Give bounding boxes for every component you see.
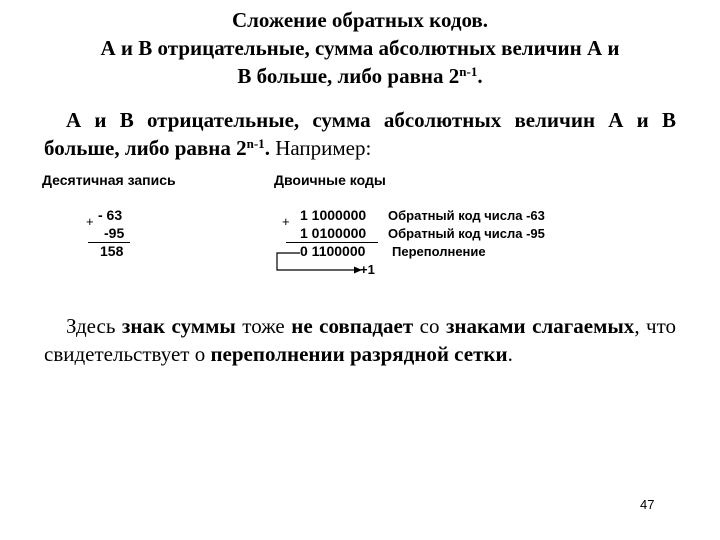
binary-code-row-1: 1 1000000 — [300, 207, 367, 223]
decimal-header: Десятичная запись — [42, 172, 176, 188]
title-line-3 — [30, 62, 690, 90]
condition-bold-end: . — [264, 136, 270, 160]
conclusion-text-5: . — [507, 342, 513, 366]
binary-note-row-2: Обратный код числа -95 — [388, 226, 545, 241]
conclusion-bold-1: знак суммы — [121, 314, 236, 338]
conclusion-bold-4: переполнении разрядной сетки — [210, 342, 508, 366]
decimal-plus-sign: + — [86, 214, 94, 229]
condition-bold-text: А и В отрицательные, сумма абсолютных величин А и В больше, либо равна 2 — [44, 108, 676, 160]
binary-code-row-2: 1 0100000 — [300, 225, 367, 241]
binary-header: Двоичные коды — [274, 172, 386, 188]
conclusion-text-1: Здесь — [66, 314, 122, 338]
title-exponent: n-1 — [459, 63, 478, 79]
carry-value: +1 — [360, 262, 375, 277]
paragraph-conclusion — [44, 312, 676, 368]
slide-title — [30, 6, 690, 90]
title-line-3-text: В больше, либо равна 2 — [237, 64, 460, 88]
conclusion-bold-2: не совпадает — [291, 314, 414, 338]
binary-note-overflow: Переполнение — [392, 244, 486, 259]
page-number: 47 — [640, 497, 655, 512]
decimal-operand-a: - 63 — [98, 207, 123, 223]
decimal-operand-b: -95 — [104, 225, 125, 241]
binary-code-row-3: 0 1100000 — [300, 243, 366, 259]
decimal-sum: 158 — [100, 243, 124, 259]
title-line-3-end: . — [477, 64, 483, 88]
title-line-2: А и В отрицательные, сумма абсолютных величин А и — [100, 36, 620, 60]
condition-example-text: Например: — [269, 136, 372, 160]
condition-exponent: n-1 — [246, 135, 265, 151]
conclusion-text-3: со — [413, 314, 446, 338]
paragraph-condition — [44, 106, 676, 162]
conclusion-bold-3: знаками слагаемых — [445, 314, 635, 338]
conclusion-text-4: , что свидетельствует о — [44, 314, 677, 366]
binary-plus-sign: + — [282, 214, 290, 229]
conclusion-text-2: тоже — [235, 314, 292, 338]
title-line-1: Сложение обратных кодов. — [231, 8, 489, 32]
binary-note-row-1: Обратный код числа -63 — [388, 208, 545, 223]
